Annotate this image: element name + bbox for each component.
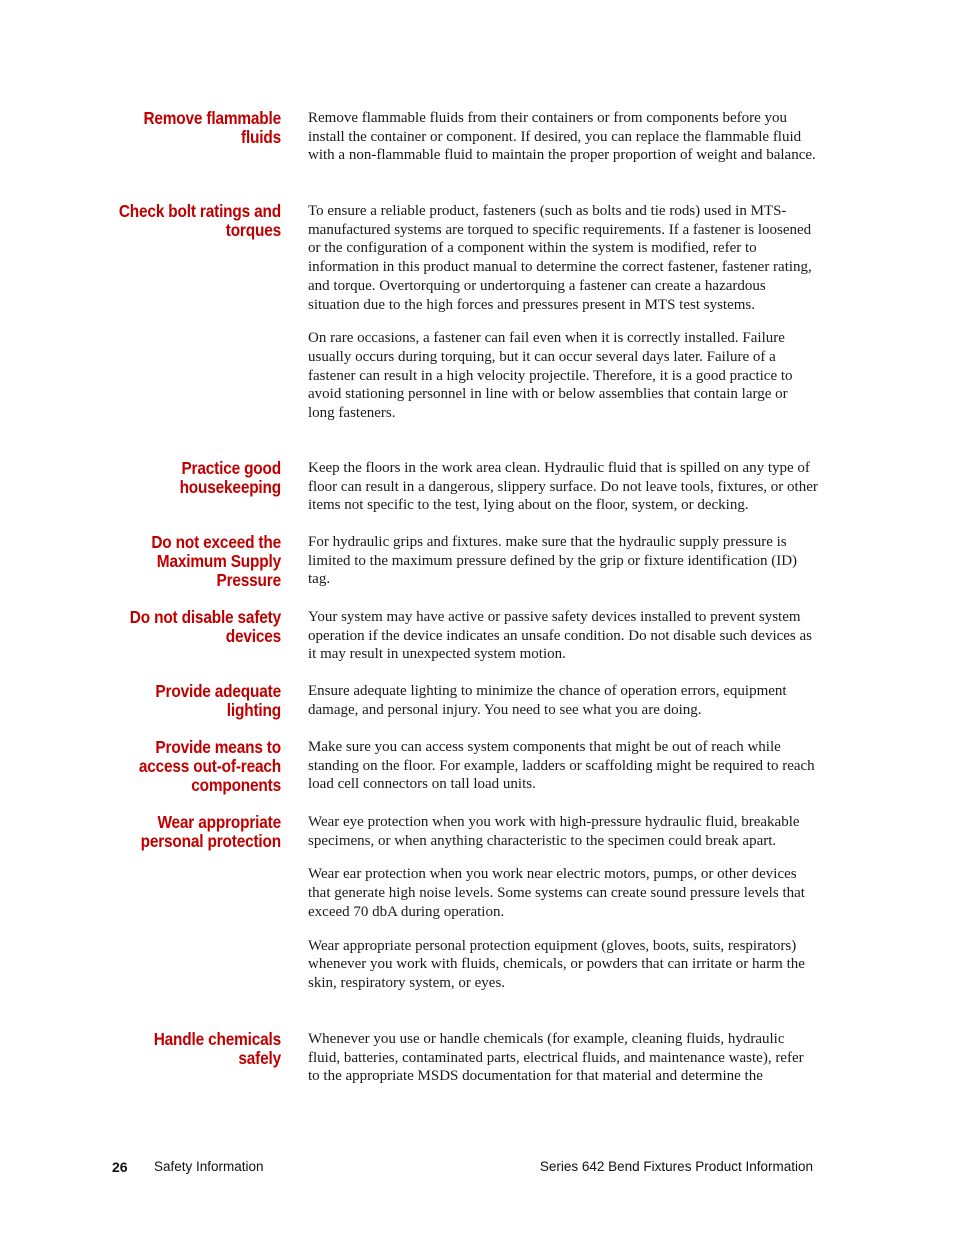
paragraph: For hydraulic grips and fixtures. make sure that the hydraulic supply pressure is limited to the maximum pressure defined by the grip or fixture identification (ID) tag. bbox=[308, 534, 798, 588]
footer-section-title: Safety Information bbox=[154, 1159, 264, 1174]
paragraph: Ensure adequate lighting to minimize the chance of operation errors, equipment damage, and personal injury. You need to see what you are doing. bbox=[308, 683, 787, 718]
section-heading: Provide adequate lighting bbox=[155, 681, 281, 720]
footer-document-title: Series 642 Bend Fixtures Product Information bbox=[539, 1159, 813, 1174]
paragraph: Wear eye protection when you work with high-pressure hydraulic fluid, breakable specimens, or when anything characteristic to the specimen could break apart. bbox=[308, 814, 800, 849]
page-number: 26 bbox=[112, 1159, 128, 1175]
section-body bbox=[308, 1030, 818, 1101]
section-heading: Do not disable safety devices bbox=[129, 607, 281, 646]
section-heading: Check bolt ratings and torques bbox=[118, 201, 281, 240]
paragraph: Wear ear protection when you work near electric motors, pumps, or other devices that generate high noise levels. Some systems can create sound pressure levels that exceed 70 dbA during operation. bbox=[308, 866, 805, 920]
section-heading: Do not exceed the Maximum Supply Pressure bbox=[151, 532, 281, 590]
paragraph: Make sure you can access system components that might be out of reach while standing on the floor. For example, ladders or scaffolding might be required to reach load cell connectors on tall load units. bbox=[308, 739, 815, 793]
section-body bbox=[308, 608, 818, 679]
section-heading: Handle chemicals safely bbox=[153, 1029, 281, 1068]
section-heading: Remove flammable fluids bbox=[143, 108, 281, 147]
paragraph: Wear appropriate personal protection equipment (gloves, boots, suits, respirators) whenever you work with fluids, chemicals, or powders that can irritate or harm the skin, respiratory system, or eyes. bbox=[308, 937, 805, 991]
paragraph: Your system may have active or passive safety devices installed to prevent system operation if the device indicates an unsafe condition. Do not disable such devices as it may result in unexpected system motion. bbox=[308, 609, 813, 663]
paragraph: Whenever you use or handle chemicals (for example, cleaning fluids, hydraulic fluid, batteries, contaminated parts, electrical fluids, and maintenance waste), refer to the appropriate MSDS documentation for that material and determine the bbox=[308, 1031, 804, 1085]
section-body bbox=[308, 682, 818, 734]
paragraph: On rare occasions, a fastener can fail even when it is correctly installed. Failure usually occurs during torquing, but it can occur several days later. Failure of a fastener can result in a high velocity projectile. Therefore, it is a good practice to avoid stationing personnel in line with or below assemblies that contain large or long fasteners. bbox=[308, 330, 793, 422]
section-heading: Provide means to access out-of-reach components bbox=[138, 737, 281, 795]
paragraph: Remove flammable fluids from their containers or from components before you install the container or component. If desired, you can replace the flammable fluid with a non-flammable fluid to maintain the proper proportion of weight and balance. bbox=[308, 110, 816, 164]
section-heading: Practice good housekeeping bbox=[179, 458, 281, 497]
paragraph: To ensure a reliable product, fasteners (such as bolts and tie rods) used in MTS-manufactured systems are torqued to specific requirements. If a fastener is loosened or the configuration of a component within the system is modified, refer to information in this product manual to determine the correct fastener, fastener rating, and torque. Overtorquing or undertorquing a fastener can create a hazardous situation due to the high forces and pressures present in MTS test systems. bbox=[308, 203, 812, 313]
section-body bbox=[308, 202, 818, 438]
section-body bbox=[308, 813, 818, 1008]
section-body bbox=[308, 109, 818, 180]
section-body bbox=[308, 533, 818, 604]
section-body bbox=[308, 738, 818, 809]
section-heading: Wear appropriate personal protection bbox=[140, 812, 281, 851]
section-body bbox=[308, 459, 818, 530]
paragraph: Keep the floors in the work area clean. Hydraulic fluid that is spilled on any type of floor can result in a dangerous, slippery surface. Do not leave tools, fixtures, or other items not specific to the test, lying about on the floor, system, or decking. bbox=[308, 460, 818, 514]
